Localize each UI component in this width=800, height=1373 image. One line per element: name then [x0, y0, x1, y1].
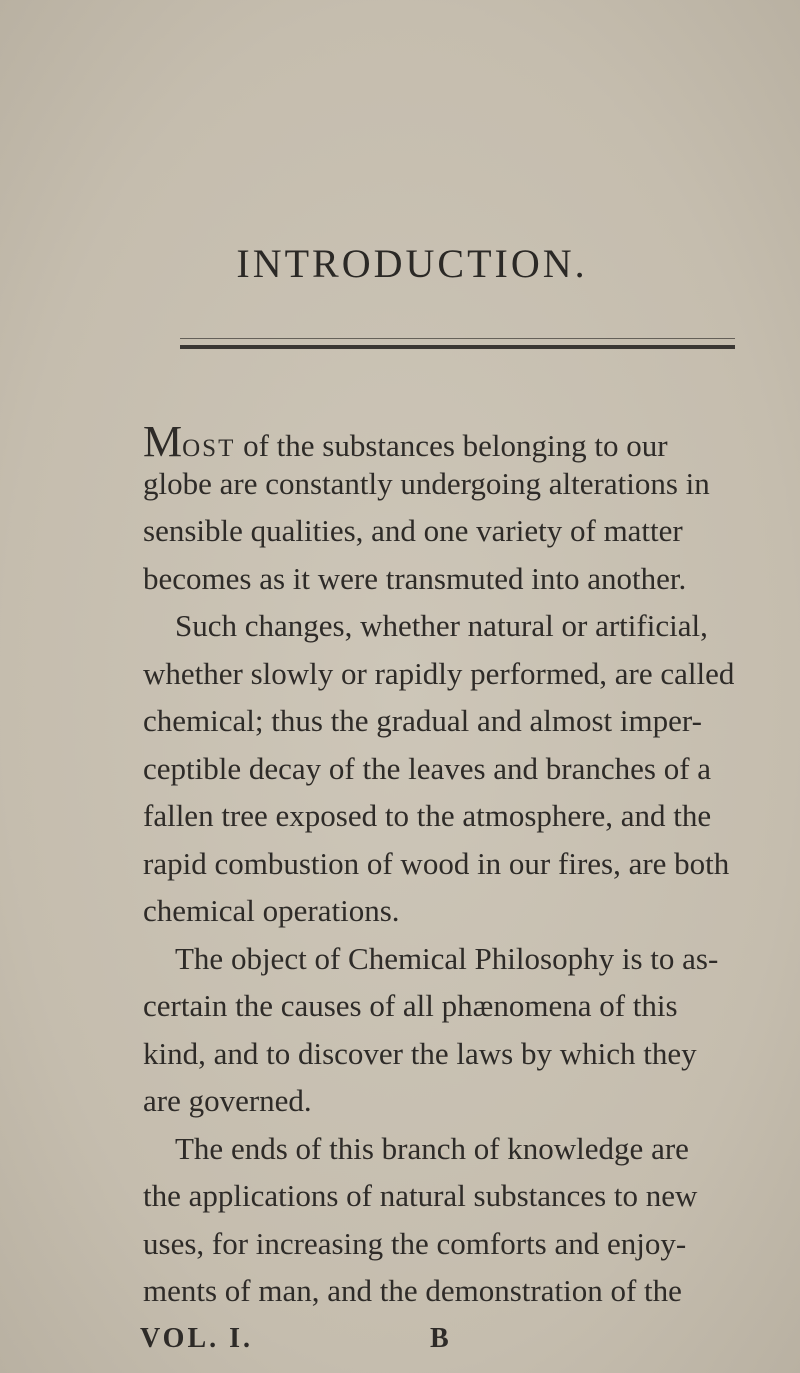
- text-line-13: certain the causes of all phænomena of this: [143, 988, 678, 1023]
- text-line-2: globe are constantly undergoing alterations in: [143, 466, 710, 501]
- text-line-4: becomes as it were transmuted into another.: [143, 561, 687, 596]
- text-line-12: The object of Chemical Philosophy is to as-: [175, 941, 719, 976]
- volume-label: VOL. I.: [140, 1323, 254, 1354]
- text-line-14: kind, and to discover the laws by which they: [143, 1036, 697, 1071]
- drop-cap: M: [143, 417, 183, 466]
- text-line-3: sensible qualities, and one variety of matter: [143, 513, 683, 548]
- text-line-9: fallen tree exposed to the atmosphere, and the: [143, 798, 712, 833]
- text-line-1: [143, 417, 668, 466]
- text-line-7: chemical; thus the gradual and almost imper-: [143, 703, 702, 738]
- text-line-15: are governed.: [143, 1083, 312, 1118]
- text-line-5: Such changes, whether natural or artificial,: [175, 608, 708, 643]
- text-line-10: rapid combustion of wood in our fires, are both: [143, 846, 730, 881]
- heading-rule-thin: [180, 338, 735, 339]
- text-line-17: the applications of natural substances to new: [143, 1178, 698, 1213]
- chapter-heading: INTRODUCTION.: [236, 241, 588, 286]
- text-line-18: uses, for increasing the comforts and enjoy-: [143, 1226, 687, 1261]
- signature-mark: B: [430, 1323, 449, 1354]
- text-line-16: The ends of this branch of knowledge are: [175, 1131, 689, 1166]
- text-line-19: ments of man, and the demonstration of the: [143, 1273, 682, 1308]
- text-line-6: whether slowly or rapidly performed, are called: [143, 656, 735, 691]
- text-line-1-rest: of the substances belonging to our: [235, 428, 668, 463]
- heading-rule-thick: [180, 345, 735, 349]
- first-word-small-caps: OST: [182, 435, 236, 462]
- text-line-11: chemical operations.: [143, 893, 400, 928]
- text-line-8: ceptible decay of the leaves and branches of a: [143, 751, 712, 786]
